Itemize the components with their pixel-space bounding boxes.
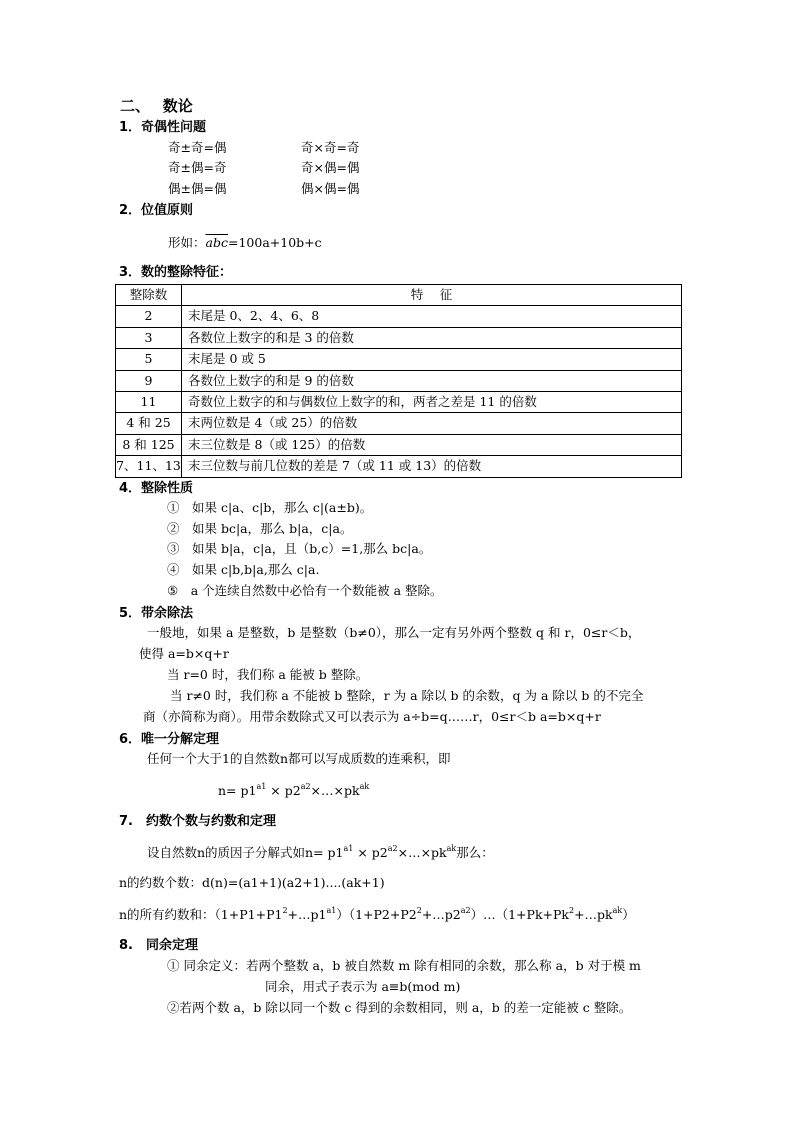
section-5-heading: 5．带余除法 — [119, 606, 194, 621]
table-cell: 末两位数是 4（或 25）的倍数 — [182, 413, 682, 434]
exponent: ak — [612, 906, 623, 915]
paragraph-line: 商（亦简称为商）。用带余数除式又可以表示为 a÷b=q……r，0≤r＜b a=b×q+r — [143, 709, 601, 724]
parity-rule: 奇±偶=奇 — [168, 160, 227, 175]
parity-rule: 奇×偶=偶 — [301, 160, 360, 175]
table-row — [116, 413, 682, 434]
table-header-row — [116, 285, 682, 306]
parity-rule: 偶±偶=偶 — [168, 181, 227, 196]
table-cell: 8 和 125 — [116, 434, 182, 455]
formula-part: +…p1 — [287, 907, 327, 922]
section-3-heading: 3．数的整除特征： — [119, 265, 233, 280]
table-row — [116, 349, 682, 370]
formula-part: ）…（1+Pk+Pk — [470, 907, 569, 922]
abc-overline: $\overline{abc}$ — [205, 235, 228, 250]
place-value-formula — [168, 237, 322, 250]
paragraph-line: ① 同余定义：若两个整数 a，b 被自然数 m 除有相同的余数，那么称 a，b 对于模 m — [167, 958, 641, 973]
exponent: ak — [446, 844, 457, 853]
divisibility-table — [115, 284, 682, 478]
paragraph-line: 一般地，如果 a 是整数，b 是整数（b≠0），那么一定有另外两个整数 q 和 r，0≤r＜b， — [147, 625, 641, 640]
formula-body: =100a+10b+c — [227, 235, 322, 250]
parity-rule: 偶×偶=偶 — [301, 181, 360, 196]
paragraph-line: 当 r=0 时，我们称 a 能被 b 整除。 — [167, 667, 369, 682]
table-cell: 奇数位上数字的和与偶数位上数字的和，两者之差是 11 的倍数 — [182, 391, 682, 412]
exponent: 2 — [282, 906, 288, 915]
table-row — [116, 370, 682, 391]
divisibility-property: ① 如果 c|a、c|b，那么 c|(a±b)。 — [167, 500, 373, 515]
exponent: a1 — [326, 906, 337, 915]
table-header-cell: 特 征 — [182, 285, 682, 306]
table-cell: 末尾是 0、2、4、6、8 — [182, 306, 682, 327]
exponent: a1 — [256, 782, 267, 791]
table-row — [116, 306, 682, 327]
table-cell: 3 — [116, 327, 182, 348]
section-8-heading: 8. 同余定理 — [119, 938, 198, 953]
divisibility-property: ④ 如果 c|b,b|a,那么 c|a. — [167, 562, 320, 577]
table-cell: 末三位数是 8（或 125）的倍数 — [182, 434, 682, 455]
section-7-heading: 7. 约数个数与约数和定理 — [119, 814, 276, 829]
formula-part: × p2 — [353, 845, 388, 860]
table-row — [116, 391, 682, 412]
exponent: a2 — [300, 782, 311, 791]
formula-part: ×…×pk — [310, 783, 360, 798]
table-cell: 5 — [116, 349, 182, 370]
exponent: ak — [359, 782, 370, 791]
factorization-formula — [218, 782, 370, 798]
formula-part: 设自然数n的质因子分解式如n= p1 — [147, 845, 344, 860]
table-cell: 9 — [116, 370, 182, 391]
section-1-heading: 1．奇偶性问题 — [119, 120, 207, 135]
divisibility-property: ⑤ a 个连续自然数中必恰有一个数能被 a 整除。 — [167, 583, 443, 598]
formula-part: n= p1 — [218, 783, 257, 798]
table-cell: 2 — [116, 306, 182, 327]
paragraph-line: 使得 a=b×q+r — [139, 646, 229, 661]
formula-part: n的所有约数和：（1+P1+P1 — [119, 907, 283, 922]
table-cell: 各数位上数字的和是 3 的倍数 — [182, 327, 682, 348]
formula-prefix: 形如： — [168, 235, 206, 250]
table-row — [116, 327, 682, 348]
divisor-count-formula: n的约数个数：d(n)=(a1+1)(a2+1)....(ak+1) — [119, 875, 385, 890]
page-title: 二、 数论 — [120, 97, 193, 115]
formula-part: +…pk — [574, 907, 613, 922]
formula-part: +…p2 — [421, 907, 461, 922]
parity-rule: 奇×奇=奇 — [301, 140, 360, 155]
section-4-heading: 4．整除性质 — [119, 481, 194, 496]
section-2-heading: 2．位值原则 — [119, 203, 194, 218]
paragraph-line: 当 r≠0 时，我们称 a 不能被 b 整除，r 为 a 除以 b 的余数，q 为 a 除以 b 的不完全 — [170, 688, 644, 703]
table-row — [116, 434, 682, 455]
exponent: 2 — [416, 906, 422, 915]
table-cell: 11 — [116, 391, 182, 412]
table-cell: 末尾是 0 或 5 — [182, 349, 682, 370]
exponent: 2 — [568, 906, 575, 915]
paragraph-line — [147, 844, 494, 860]
paragraph-line: ②若两个数 a，b 除以同一个数 c 得到的余数相同，则 a，b 的差一定能被 c 整除。 — [167, 1000, 632, 1015]
exponent: a2 — [460, 906, 471, 915]
divisor-sum-formula — [119, 906, 635, 922]
formula-part: 那么： — [456, 845, 494, 860]
table-header-cell: 整除数 — [116, 285, 182, 306]
table-cell: 7、11、13 — [116, 456, 182, 477]
section-6-heading: 6．唯一分解定理 — [119, 732, 220, 747]
table-cell: 末三位数与前几位数的差是 7（或 11 或 13）的倍数 — [182, 456, 682, 477]
table-row — [116, 456, 682, 477]
table-cell: 各数位上数字的和是 9 的倍数 — [182, 370, 682, 391]
table-cell: 4 和 25 — [116, 413, 182, 434]
divisibility-property: ③ 如果 b|a，c|a，且（b,c）=1,那么 bc|a。 — [167, 541, 432, 556]
formula-part: ×…×pk — [397, 845, 447, 860]
paragraph-line: 任何一个大于1的自然数n都可以写成质数的连乘积，即 — [147, 751, 451, 766]
exponent: a1 — [343, 844, 354, 853]
parity-rule: 奇±奇=偶 — [168, 140, 227, 155]
divisibility-property: ② 如果 bc|a，那么 b|a，c|a。 — [167, 521, 353, 536]
formula-part: ） — [622, 907, 635, 922]
exponent: a2 — [387, 844, 398, 853]
formula-part: ）（1+P2+P2 — [336, 907, 417, 922]
formula-part: × p2 — [266, 783, 301, 798]
paragraph-line: 同余，用式子表示为 a≡b(mod m) — [265, 979, 461, 994]
